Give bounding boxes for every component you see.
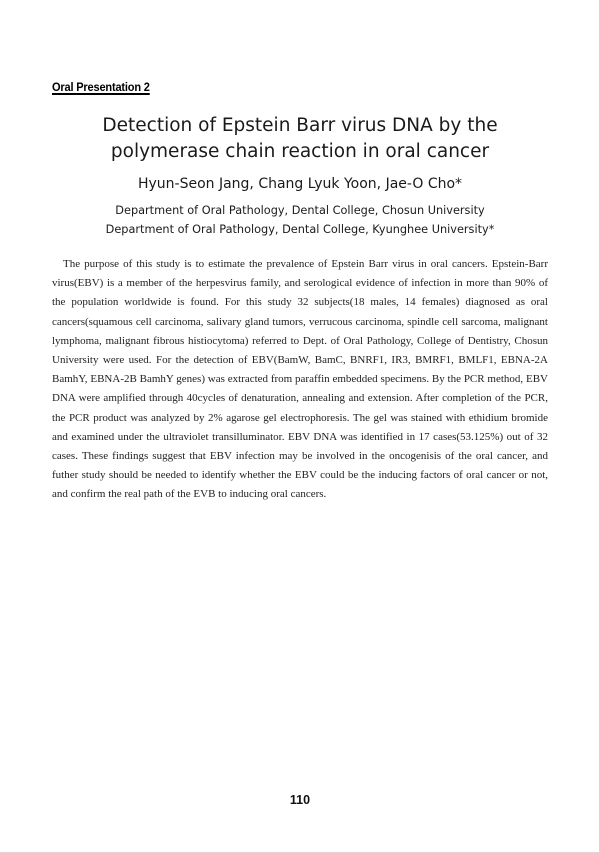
authors: Hyun-Seon Jang, Chang Lyuk Yoon, Jae-O Cho* bbox=[137, 176, 463, 192]
paper-title bbox=[60, 113, 540, 165]
affiliation-2: Department of Oral Pathology, Dental College, Kyunghee University* bbox=[105, 222, 495, 236]
title-line-2: polymerase chain reaction in oral cancer bbox=[110, 141, 490, 162]
affiliation-1: Department of Oral Pathology, Dental College, Chosun University bbox=[115, 204, 485, 217]
affiliations bbox=[60, 202, 540, 239]
section-label: Oral Presentation 2 bbox=[52, 80, 150, 94]
page-number: 110 bbox=[289, 793, 311, 807]
title-line-1: Detection of Epstein Barr virus DNA by the bbox=[102, 115, 498, 136]
abstract-body: The purpose of this study is to estimate the prevalence of Epstein Barr virus in oral cancers. Epstein-Barr virus(EBV) is a member of the herpesvirus family, and serological evidence of infection in more than 90% of the population worldwide is found. For this study 32 subjects(18 males, 14 females) diagnosed as oral cancers(squamous cell carcinoma, salivary gland tumors, verrucous carcinoma, spindle cell sarcoma, malignant lymphoma, malignant fibrous histiocytoma) referred to Dept. of Oral Pathology, College of Dentistry, Chosun University were used. For the detection of EBV(BamW, BamC, BNRF1, IR3, BMRF1, BMLF1, EBNA-2A BamhY, EBNA-2B BamhY genes) was extracted from paraffin embedded specimens. By the PCR method, EBV DNA were amplified through 40cycles of denaturation, annealing and extension. After completion of the PCR, the PCR product was analyzed by 2% agarose gel electrophoresis. The gel was stained with ethidium bromide and examined under the ultraviolet transilluminator. EBV DNA was identified in 17 cases(53.125%) out of 32 cases. These findings suggest that EBV infection may be involved in the oncogenisis of the oral cancer, and futher study should be needed to identify whether the EBV could be the inducing factors of oral cancer or not, and confirm the real path of the EVB to inducing oral cancers. bbox=[52, 258, 548, 501]
